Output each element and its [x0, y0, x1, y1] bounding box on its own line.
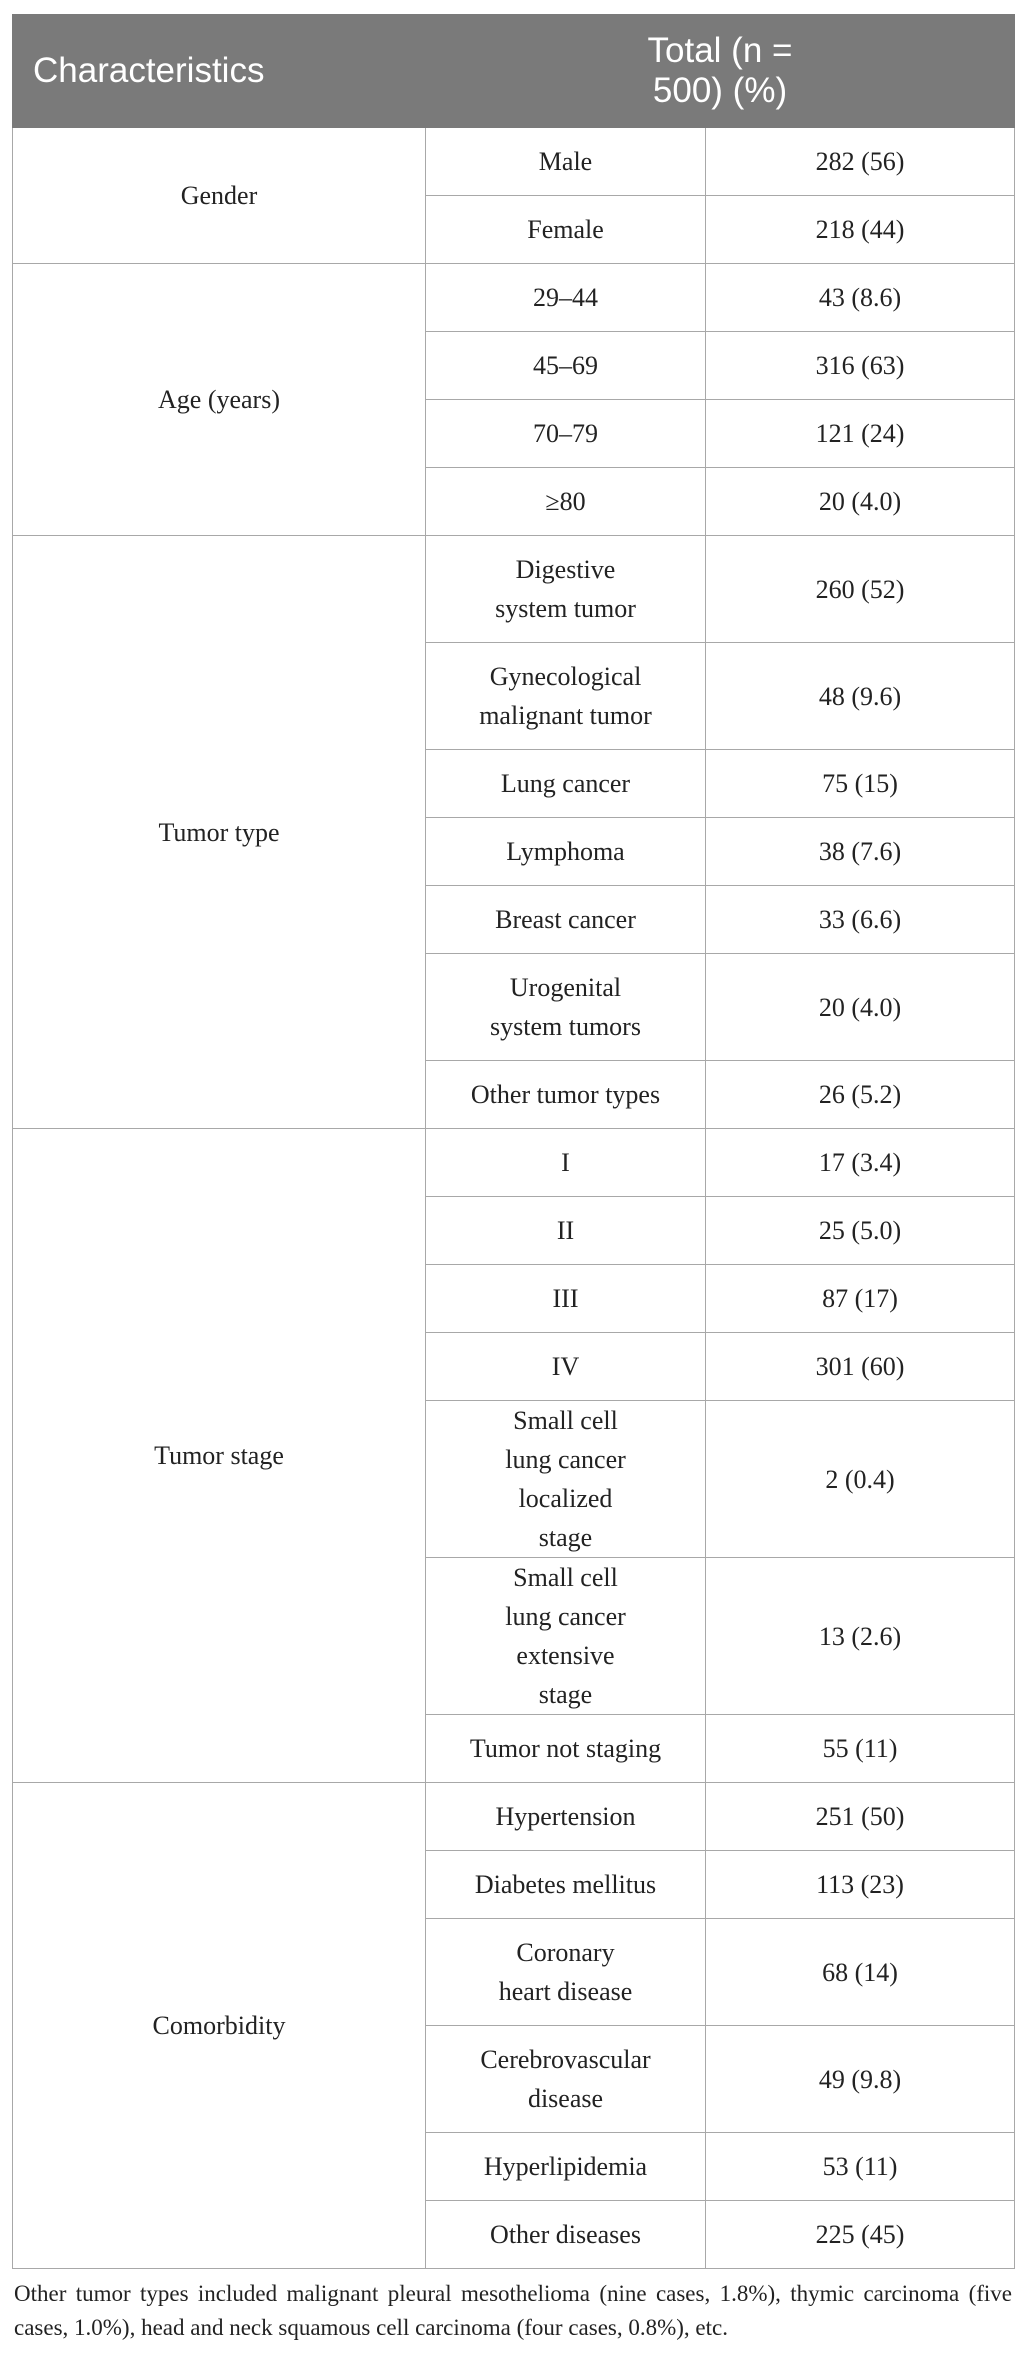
- row-value: 2 (0.4): [706, 1401, 1015, 1558]
- row-value: 121 (24): [706, 400, 1015, 468]
- category-tumor-stage: Tumor stage: [13, 1129, 426, 1783]
- row-label: III: [426, 1265, 706, 1333]
- table-row: [13, 536, 1015, 643]
- row-label: Hyperlipidemia: [426, 2133, 706, 2201]
- row-value: 13 (2.6): [706, 1558, 1015, 1715]
- row-label: [426, 1919, 706, 2026]
- row-value: 113 (23): [706, 1851, 1015, 1919]
- row-value: 218 (44): [706, 196, 1015, 264]
- row-label: [426, 954, 706, 1061]
- row-value: 48 (9.6): [706, 643, 1015, 750]
- row-label-text: Urogenital system tumors: [490, 973, 641, 1041]
- category-gender: Gender: [13, 128, 426, 264]
- category-tumor-type: Tumor type: [13, 536, 426, 1129]
- row-label: [426, 536, 706, 643]
- row-label: Diabetes mellitus: [426, 1851, 706, 1919]
- header-total: [426, 15, 1015, 128]
- row-label: [426, 1401, 706, 1558]
- row-label: ≥80: [426, 468, 706, 536]
- row-value: 55 (11): [706, 1715, 1015, 1783]
- row-label: 70–79: [426, 400, 706, 468]
- row-label: Breast cancer: [426, 886, 706, 954]
- row-value: 26 (5.2): [706, 1061, 1015, 1129]
- row-value: 282 (56): [706, 128, 1015, 196]
- row-value: 53 (11): [706, 2133, 1015, 2201]
- row-value: 225 (45): [706, 2201, 1015, 2269]
- row-label-text: Cerebrovascular disease: [480, 2045, 651, 2113]
- row-value: 43 (8.6): [706, 264, 1015, 332]
- row-label-text: Small cell lung cancer extensive stage: [505, 1563, 626, 1709]
- header-characteristics: Characteristics: [13, 15, 426, 128]
- row-label: II: [426, 1197, 706, 1265]
- row-value: 20 (4.0): [706, 468, 1015, 536]
- row-value: 301 (60): [706, 1333, 1015, 1401]
- row-value: 38 (7.6): [706, 818, 1015, 886]
- row-label-text: Coronary heart disease: [498, 1938, 633, 2006]
- category-age: Age (years): [13, 264, 426, 536]
- row-label-text: Digestive system tumor: [495, 555, 636, 623]
- row-label: Tumor not staging: [426, 1715, 706, 1783]
- row-label: Hypertension: [426, 1783, 706, 1851]
- row-value: 87 (17): [706, 1265, 1015, 1333]
- row-value: 75 (15): [706, 750, 1015, 818]
- row-label: IV: [426, 1333, 706, 1401]
- row-value: 260 (52): [706, 536, 1015, 643]
- row-value: 20 (4.0): [706, 954, 1015, 1061]
- row-value: 316 (63): [706, 332, 1015, 400]
- row-value: 33 (6.6): [706, 886, 1015, 954]
- row-label: Lung cancer: [426, 750, 706, 818]
- header-total-text: Total (n = 500) (%): [647, 31, 793, 110]
- table-wrapper: [12, 14, 1014, 2345]
- row-label: Lymphoma: [426, 818, 706, 886]
- row-value: 49 (9.8): [706, 2026, 1015, 2133]
- row-label: [426, 2026, 706, 2133]
- row-label: I: [426, 1129, 706, 1197]
- characteristics-table: [12, 14, 1015, 2269]
- row-label-text: Gynecological malignant tumor: [479, 662, 652, 730]
- row-label: 45–69: [426, 332, 706, 400]
- row-label-text: Small cell lung cancer localized stage: [505, 1406, 626, 1552]
- category-comorbidity: Comorbidity: [13, 1783, 426, 2269]
- table-row: [13, 1129, 1015, 1197]
- row-value: 25 (5.0): [706, 1197, 1015, 1265]
- row-label: Other diseases: [426, 2201, 706, 2269]
- table-footnote: Other tumor types included malignant pleural mesothelioma (nine cases, 1.8%), thymic carcinoma (five cases, 1.0%), head and neck squamous cell carcinoma (four cases, 0.8%), etc.: [14, 2281, 1012, 2340]
- row-label: Male: [426, 128, 706, 196]
- row-label: Other tumor types: [426, 1061, 706, 1129]
- row-label: 29–44: [426, 264, 706, 332]
- row-value: 17 (3.4): [706, 1129, 1015, 1197]
- table-row: [13, 1783, 1015, 1851]
- row-value: 68 (14): [706, 1919, 1015, 2026]
- table-row: [13, 264, 1015, 332]
- row-label: [426, 1558, 706, 1715]
- table-row: [13, 128, 1015, 196]
- row-value: 251 (50): [706, 1783, 1015, 1851]
- row-label: Female: [426, 196, 706, 264]
- row-label: [426, 643, 706, 750]
